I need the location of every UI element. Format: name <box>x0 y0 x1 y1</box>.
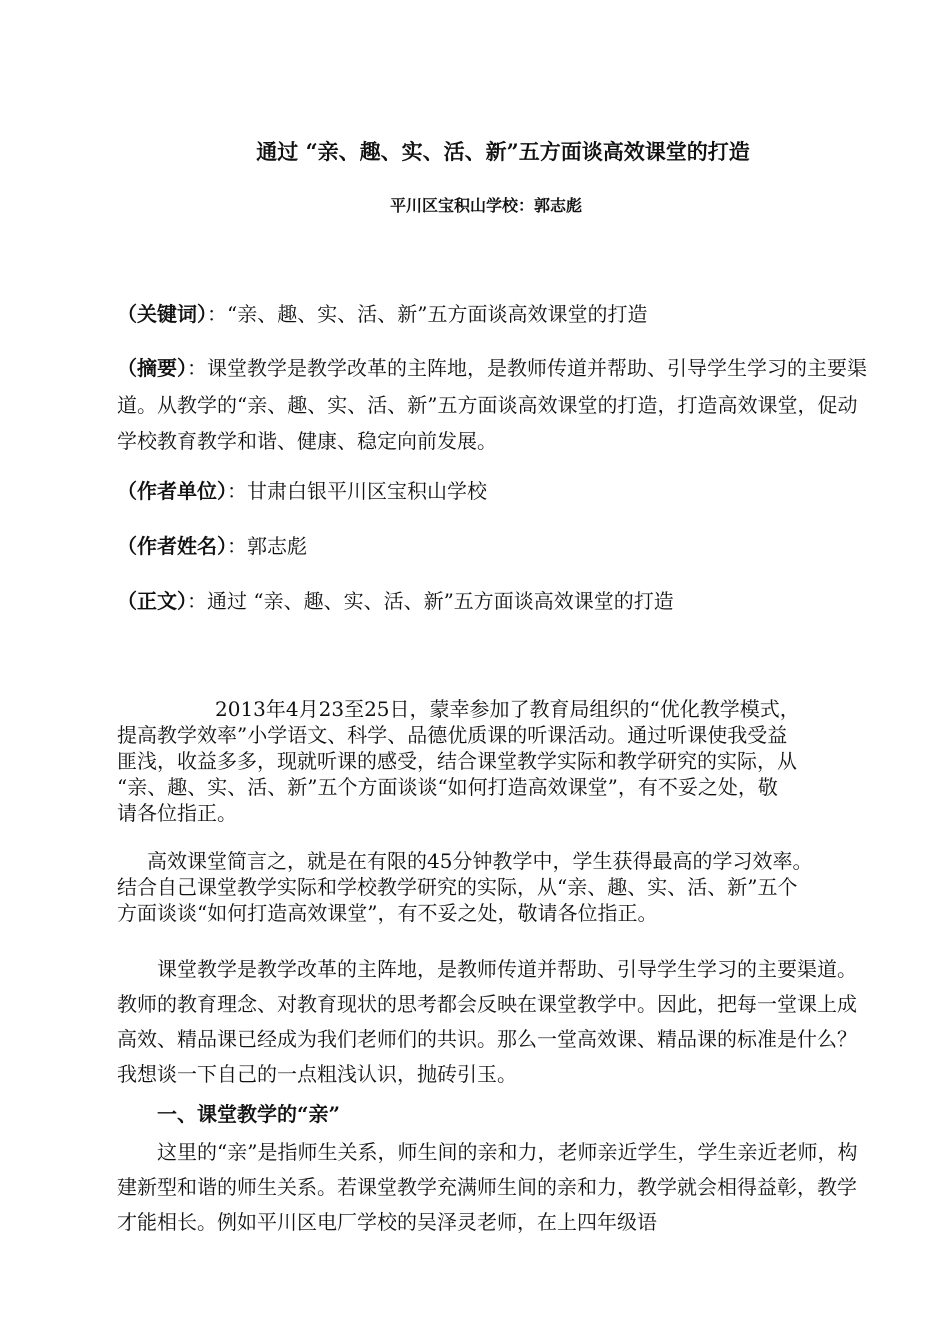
keywords-line <box>117 295 877 333</box>
body-label-sep: ： <box>187 589 207 613</box>
keywords-sep: ： <box>207 302 227 326</box>
paragraph-summary-line: 结合自己课堂教学实际和学校教学研究的实际，从“亲、趣、实、活、新”五个 <box>117 875 798 899</box>
author-unit-label: （作者单位） <box>117 479 227 503</box>
author-unit-line <box>117 472 877 510</box>
section-heading: 一、课堂教学的“亲” <box>157 1102 341 1126</box>
paragraph-intro-line: “亲、趣、实、活、新”五个方面谈谈“如何打造高效课堂”，有不妥之处，敬 <box>117 775 778 799</box>
abstract-block <box>117 350 869 460</box>
author-name-sep: ： <box>227 534 247 558</box>
paragraph-intro-line: 提高教学效率”小学语文、科学、品德优质课的听课活动。通过听课使我受益 <box>117 723 788 747</box>
paragraph-summary-line: 方面谈谈“如何打造高效课堂”，有不妥之处，敬请各位指正。 <box>117 901 658 925</box>
paragraph-intro-line: 匪浅，收益多多，现就听课的感受，结合课堂教学实际和教学研究的实际，从 <box>117 749 797 773</box>
author-unit-value: 甘肃白银平川区宝积山学校 <box>247 479 487 503</box>
author-unit-sep: ： <box>227 479 247 503</box>
paragraph-intro <box>117 696 869 826</box>
document-subtitle: 平川区宝积山学校：郭志彪 <box>389 196 582 215</box>
document-title: 通过 “亲、趣、实、活、新”五方面谈高效课堂的打造 <box>256 139 750 164</box>
body-label: （正文） <box>117 589 187 613</box>
paragraph-intro-line: 请各位指正。 <box>117 801 237 825</box>
abstract-sep: ： <box>187 356 207 380</box>
paragraph-intro-line: 2013年4月23至25日，蒙幸参加了教育局组织的“优化教学模式， <box>215 697 800 721</box>
body-label-value: 通过 “亲、趣、实、活、新”五方面谈高效课堂的打造 <box>207 589 674 613</box>
keywords-label: （关键词） <box>117 302 207 326</box>
paragraph-summary <box>117 848 869 926</box>
author-name-line <box>117 527 877 565</box>
body-label-line <box>117 582 877 620</box>
paragraph-qin: 这里的“亲”是指师生关系，师生间的亲和力，老师亲近学生，学生亲近老师，构建新型和谐的师生关系。若课堂教学充满师生间的亲和力，教学就会相得益彰，教学才能相长。例如平川区电厂学校的吴泽灵老师，在上四年级语 <box>117 1140 858 1234</box>
paragraph-classroom: 课堂教学是教学改革的主阵地，是教师传道并帮助、引导学生学习的主要渠道。教师的教育理念、对教育现状的思考都会反映在课堂教学中。因此，把每一堂课上成高效、精品课已经成为我们老师们的共识。那么一堂高效课、精品课的标准是什么？我想谈一下自己的一点粗浅认识，抛砖引玉。 <box>117 957 857 1086</box>
abstract-value: 课堂教学是教学改革的主阵地，是教师传道并帮助、引导学生学习的主要渠道。从教学的“亲、趣、实、活、新”五方面谈高效课堂的打造，打造高效课堂，促动学校教育教学和谐、健康、稳定向前发展。 <box>117 356 867 453</box>
paragraph-summary-line: 高效课堂简言之，就是在有限的45分钟教学中，学生获得最高的学习效率。 <box>147 849 813 873</box>
abstract-label: （摘要） <box>117 356 187 380</box>
author-name-label: （作者姓名） <box>117 534 227 558</box>
keywords-value: “亲、趣、实、活、新”五方面谈高效课堂的打造 <box>227 302 648 326</box>
author-name-value: 郭志彪 <box>247 534 307 558</box>
